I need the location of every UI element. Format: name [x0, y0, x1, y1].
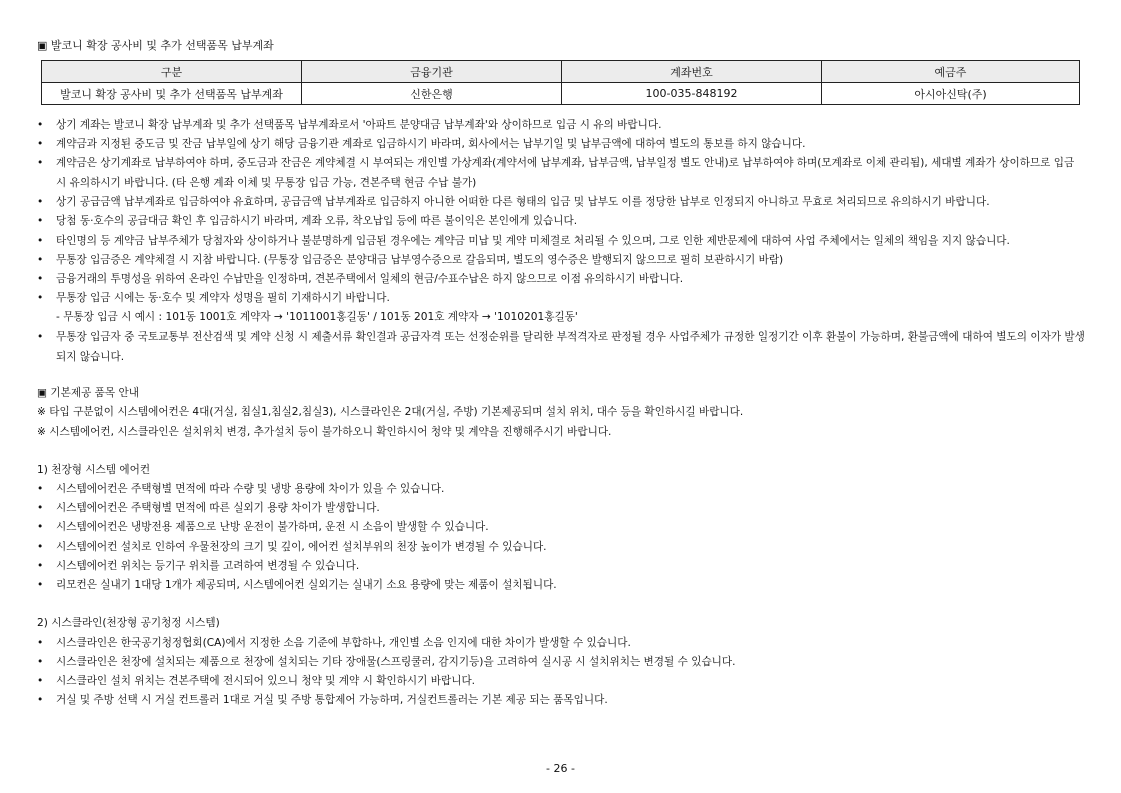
- list-item: [37, 576, 1087, 596]
- table-header-cell: 예금주: [822, 61, 1080, 83]
- list-item-text: 리모컨은 실내기 1대당 1개가 제공되며, 시스템에어컨 실외기는 실내기 소요 용량에 맞는 제품이 설치됩니다.: [56, 579, 557, 591]
- table-header-cell: 구분: [42, 61, 302, 83]
- list-item: [37, 557, 1087, 577]
- list-item-text: 시스템에어컨 설치로 인하여 우물천장의 크기 및 깊이, 에어컨 설치부위의 천장 높이가 변경될 수 있습니다.: [56, 541, 547, 553]
- list-item: [37, 232, 1087, 252]
- note-line: ※ 타입 구분없이 시스템에어컨은 4대(거실, 침실1,침실2,침실3), 시스클라인은 2대(거실, 주방) 기본제공되며 설치 위치, 대수 등을 확인하시길 바랍니다.: [37, 406, 744, 418]
- note-line: ※ 시스템에어컨, 시스클라인은 설치위치 변경, 추가설치 등이 불가하오니 확인하시어 청약 및 계약을 진행해주시기 바랍니다.: [37, 426, 612, 438]
- list-item-text: 시스템에어컨은 주택형별 면적에 따라 수량 및 냉방 용량에 차이가 있을 수 있습니다.: [56, 483, 445, 495]
- list-item: [37, 135, 1087, 155]
- list-item: [37, 328, 1087, 367]
- list-item: [37, 480, 1087, 500]
- list-item-text: 시스클라인은 한국공기청정협회(CA)에서 지정한 소음 기준에 부합하나, 개인별 소음 인지에 대한 차이가 발생할 수 있습니다.: [56, 637, 631, 649]
- bullet: •: [37, 694, 44, 706]
- section-heading-air-conditioner: 1) 천장형 시스템 에어컨: [37, 464, 151, 476]
- list-item: [37, 289, 1087, 309]
- section-heading-basic-items: ▣ 기본제공 품목 안내: [37, 387, 139, 399]
- list-item: [37, 538, 1087, 558]
- bullet: •: [37, 637, 44, 649]
- bullet: •: [37, 292, 44, 304]
- list-item-text: 계약금은 상기계좌로 납부하여야 하며, 중도금과 잔금은 계약체결 시 부여되는 개인별 가상계좌(계약서에 납부계좌, 납부금액, 납부일정 별도 안내)로 납부하여야 하며(모계좌로 이체 관리됨), 세대별 계좌가 상이하므로 입금 시 유의하시기 바랍니다. (타 은행 계좌 이체 및 무통장 입금 가능, 견본주택 현금 수납 불가): [56, 157, 1075, 189]
- table-header-row: [42, 61, 1080, 83]
- list-item-text: 시스클라인은 천장에 설치되는 제품으로 천장에 설치되는 기타 장애물(스프링쿨러, 감지기등)을 고려하여 실시공 시 설치위치는 변경될 수 있습니다.: [56, 656, 736, 668]
- section-heading-air-purifier: 2) 시스클라인(천장형 공기청정 시스템): [37, 617, 220, 629]
- bullet: •: [37, 331, 44, 343]
- bullet: •: [37, 521, 44, 533]
- list-item-text: 시스클라인 설치 위치는 견본주택에 전시되어 있으니 청약 및 계약 시 확인하시기 바랍니다.: [56, 675, 476, 687]
- list-item-text: 거실 및 주방 선택 시 거실 컨트롤러 1대로 거실 및 주방 통합제어 가능하며, 거실컨트롤러는 기본 제공 되는 품목입니다.: [56, 694, 608, 706]
- list-item: [37, 653, 1087, 673]
- bullet: •: [37, 656, 44, 668]
- list-item-text: 무통장 입금 시에는 동·호수 및 계약자 성명을 필히 기재하시기 바랍니다.: [56, 292, 390, 304]
- list-item: [37, 499, 1087, 519]
- example-line: - 무통장 입금 시 예시 : 101동 1001호 계약자 → '1011001홍길동' / 101동 201호 계약자 → '1010201홍길동': [56, 311, 578, 323]
- bullet: •: [37, 235, 44, 247]
- bullet: •: [37, 541, 44, 553]
- bullet: •: [37, 502, 44, 514]
- table-cell: 발코니 확장 공사비 및 추가 선택품목 납부계좌: [42, 83, 302, 105]
- list-item-text: 타인명의 등 계약금 납부주체가 당첨자와 상이하거나 불분명하게 입금된 경우에는 계약금 미납 및 계약 미체결로 처리될 수 있으며, 그로 인한 제반문제에 대하여 사업 주체에서는 일체의 책임을 지지 않습니다.: [56, 235, 1010, 247]
- list-item-text: 무통장 입금증은 계약체결 시 지참 바랍니다. (무통장 입금증은 분양대금 납부영수증으로 갈음되며, 별도의 영수증은 발행되지 않으므로 필히 보관하시기 바람): [56, 254, 784, 266]
- list-item-text: 상기 계좌는 발코니 확장 납부계좌 및 추가 선택품목 납부계좌로서 '아파트 분양대금 납부계좌'와 상이하므로 입금 시 유의 바랍니다.: [56, 119, 662, 131]
- list-item: [37, 154, 1087, 193]
- list-item: [37, 634, 1087, 654]
- list-item-text: 상기 공급금액 납부계좌로 입금하여야 유효하며, 공급금액 납부계좌로 입금하지 아니한 어떠한 다른 형태의 입금 및 납부도 이를 정당한 납부로 인정되지 아니하고 무효로 처리되므로 유의하시기 바랍니다.: [56, 196, 990, 208]
- list-item: [37, 251, 1087, 271]
- list-item-text: 시스템에어컨 위치는 등기구 위치를 고려하여 변경될 수 있습니다.: [56, 560, 360, 572]
- table-row: [42, 83, 1080, 105]
- list-item-text: 무통장 입금자 중 국토교통부 전산검색 및 계약 신청 시 제출서류 확인결과 공급자격 또는 선정순위를 달리한 부적격자로 판정될 경우 사업주체가 규정한 일정기간 이후 환불이 가능하며, 환불금액에 대하여 별도의 이자가 발생되지 않습니다.: [56, 331, 1085, 363]
- table-header-cell: 금융기관: [302, 61, 562, 83]
- list-item: [37, 518, 1087, 538]
- list-item-text: 시스템에어컨은 냉방전용 제품으로 난방 운전이 불가하며, 운전 시 소음이 발생할 수 있습니다.: [56, 521, 489, 533]
- bullet: •: [37, 157, 44, 169]
- list-item: [37, 270, 1087, 290]
- bullet: •: [37, 675, 44, 687]
- list-item: [37, 116, 1087, 136]
- list-item-text: 계약금과 지정된 중도금 및 잔금 납부일에 상기 해당 금융기관 계좌로 입금하시기 바라며, 회사에서는 납부기일 및 납부금액에 대하여 별도의 통보를 하지 않습니다.: [56, 138, 806, 150]
- bullet: •: [37, 138, 44, 150]
- table-cell: 아시아신탁(주): [822, 83, 1080, 105]
- list-item-text: 당첨 동·호수의 공급대금 확인 후 입금하시기 바라며, 계좌 오류, 착오납입 등에 따른 불이익은 본인에게 있습니다.: [56, 215, 578, 227]
- bullet: •: [37, 254, 44, 266]
- table-header-cell: 계좌번호: [562, 61, 822, 83]
- account-table: [41, 60, 1080, 105]
- bullet: •: [37, 483, 44, 495]
- bullet: •: [37, 273, 44, 285]
- list-item: [37, 672, 1087, 692]
- bullet: •: [37, 579, 44, 591]
- table-cell: 100-035-848192: [562, 83, 822, 105]
- section-heading-account: ▣ 발코니 확장 공사비 및 추가 선택품목 납부계좌: [37, 39, 274, 52]
- list-item-text: 시스템에어컨은 주택형별 면적에 따른 실외기 용량 차이가 발생합니다.: [56, 502, 380, 514]
- list-item: [37, 212, 1087, 232]
- page-number: - 26 -: [546, 762, 575, 775]
- list-item: [37, 193, 1087, 213]
- table-cell: 신한은행: [302, 83, 562, 105]
- list-item-text: 금융거래의 투명성을 위하여 온라인 수납만을 인정하며, 견본주택에서 일체의 현금/수표수납은 하지 않으므로 이점 유의하시기 바랍니다.: [56, 273, 684, 285]
- bullet: •: [37, 215, 44, 227]
- bullet: •: [37, 119, 44, 131]
- list-item: [37, 691, 1087, 711]
- bullet: •: [37, 560, 44, 572]
- bullet: •: [37, 196, 44, 208]
